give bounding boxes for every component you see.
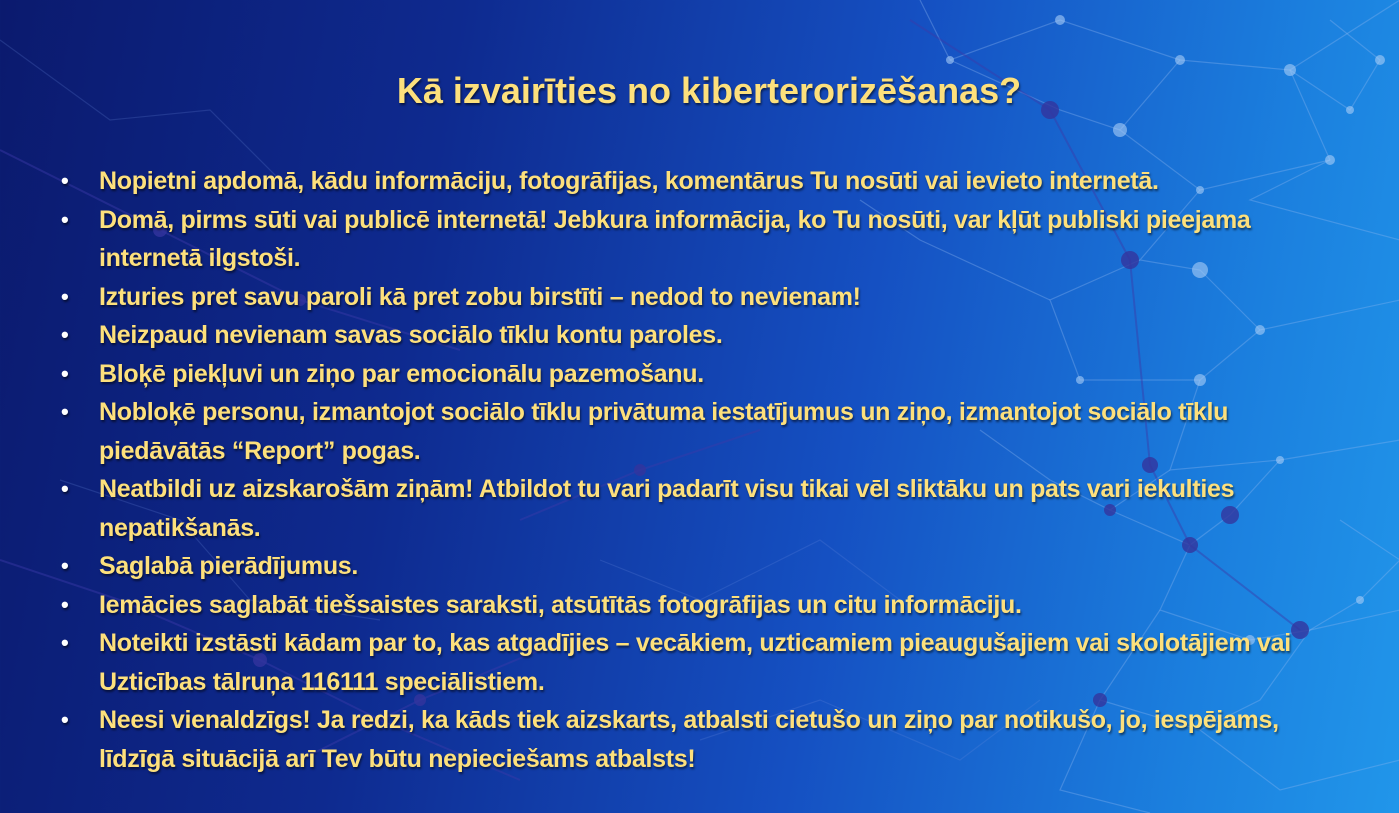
bullet-icon: • — [61, 168, 69, 193]
slide-title: Kā izvairīties no kiberterorizēšanas? — [396, 70, 1022, 111]
list-item — [56, 624, 1356, 701]
bullet-text: Neizpaud nevienam savas sociālo tīklu kontu paroles. — [99, 321, 723, 349]
list-item — [56, 316, 1356, 355]
bullet-icon: • — [61, 283, 69, 309]
bullet-list — [56, 162, 1356, 778]
bullet-text: Iemācies saglabāt tiešsaistes saraksti, atsūtītās fotogrāfijas un citu informāciju. — [99, 590, 1022, 619]
bullet-icon: • — [61, 476, 69, 501]
list-item — [56, 201, 1356, 278]
bullet-text: Neatbildi uz aizskarošām ziņām! Atbildot tu vari padarīt visu tikai vēl sliktāku un pats vari iekulties nepatikšanās. — [99, 475, 1235, 542]
bullet-icon: • — [61, 707, 69, 732]
bullet-icon: • — [61, 360, 69, 386]
list-item — [56, 547, 1356, 586]
list-item — [56, 701, 1356, 778]
bullet-icon: • — [61, 630, 69, 655]
bullet-text: Nopietni apdomā, kādu informāciju, fotogrāfijas, komentārus Tu nosūti vai ievieto internetā. — [99, 167, 1159, 195]
bullet-icon: • — [61, 399, 69, 424]
bullet-text: Saglabā pierādījumus. — [99, 552, 359, 580]
list-item — [56, 355, 1356, 394]
list-item — [56, 162, 1356, 201]
list-item — [56, 278, 1356, 317]
bullet-icon: • — [61, 591, 69, 617]
bullet-text: Noteikti izstāsti kādam par to, kas atgadījies – vecākiem, uzticamiem pieaugušajiem vai skolotājiem vai Uzticības tālruņa 116111 speciālistiem. — [99, 629, 1291, 696]
list-item — [56, 586, 1356, 625]
bullet-icon: • — [61, 206, 69, 232]
bullet-icon: • — [61, 553, 69, 578]
bullet-text: Bloķē piekļuvi un ziņo par emocionālu pazemošanu. — [99, 359, 704, 388]
list-item — [56, 393, 1356, 470]
bullet-icon: • — [61, 322, 69, 347]
bullet-text: Nobloķē personu, izmantojot sociālo tīklu privātuma iestatījumus un ziņo, izmantojot sociālo tīklu piedāvātās “Report” pogas. — [99, 398, 1229, 465]
bullet-text: Neesi vienaldzīgs! Ja redzi, ka kāds tiek aizskarts, atbalsti cietušo un ziņo par notikušo, jo, iespējams, līdzīgā situācijā arī Tev būtu nepieciešams atbalsts! — [99, 706, 1279, 773]
list-item — [56, 470, 1356, 547]
bullet-text: Domā, pirms sūti vai publicē internetā! Jebkura informācija, ko Tu nosūti, var kļūt publiski pieejama internetā ilgstoši. — [99, 205, 1251, 272]
bullet-text: Izturies pret savu paroli kā pret zobu birstīti – nedod to nevienam! — [99, 282, 861, 311]
